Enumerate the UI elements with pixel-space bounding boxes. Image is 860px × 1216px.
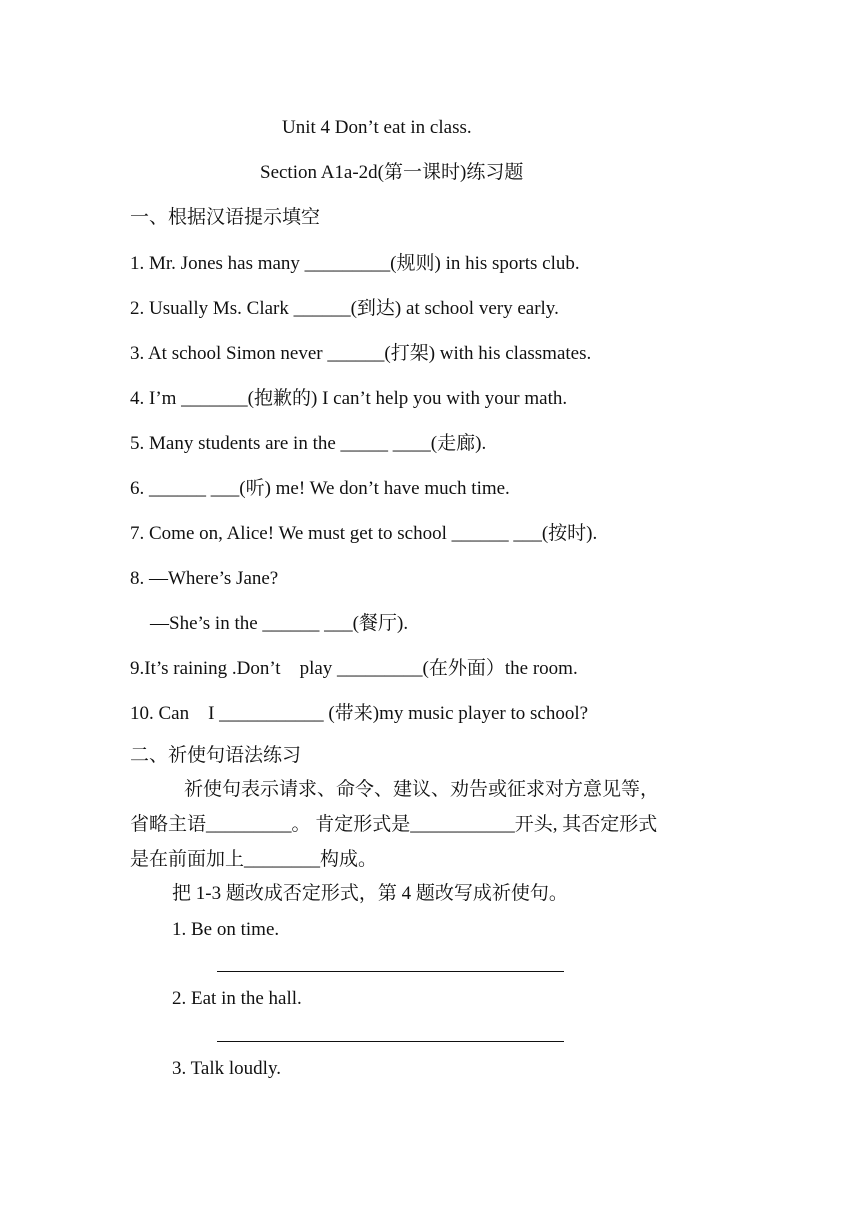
question-4: 4. I’m _______(抱歉的) I can’t help you with your math. [130,388,568,409]
part2-heading: 二、祈使句语法练习 [130,745,302,766]
question-5: 5. Many students are in the _____ ____(走廊). [130,433,487,454]
question-10: 10. Can I ___________ (带来)my music player to school? [130,703,589,724]
question-1: 1. Mr. Jones has many _________(规则) in his sports club. [130,253,580,274]
grammar-paragraph-line-1: 祈使句表示请求、命令、建议、劝告或征求对方意见等， [184,779,660,800]
question-7: 7. Come on, Alice! We must get to school ______ ___(按时). [130,523,598,544]
answer-line-2 [217,1041,564,1042]
part1-heading: 一、根据汉语提示填空 [130,207,321,228]
grammar-paragraph-line-2: 省略主语_________。 肯定形式是___________开头, 其否定形式 [130,814,658,835]
question-3: 3. At school Simon never ______(打架) with his classmates. [130,343,592,364]
section-title: Section A1a-2d(第一课时)练习题 [260,162,524,183]
question-8-line-1: 8. —Where’s Jane? [130,568,279,589]
exercise-1: 1. Be on time. [172,919,280,940]
grammar-paragraph-line-3: 是在前面加上________构成。 [130,849,378,870]
question-6: 6. ______ ___(听) me! We don’t have much time. [130,478,510,499]
question-8-line-2: —She’s in the ______ ___(餐厅). [150,613,409,634]
exercise-2: 2. Eat in the hall. [172,988,302,1009]
question-9: 9.It’s raining .Don’t play _________(在外面）the room. [130,658,578,679]
exercise-instruction: 把 1-3 题改成否定形式，第 4 题改写成祈使句。 [172,883,568,904]
exercise-3: 3. Talk loudly. [172,1058,281,1079]
answer-line-1 [217,971,564,972]
unit-title: Unit 4 Don’t eat in class. [282,117,472,138]
question-2: 2. Usually Ms. Clark ______(到达) at school very early. [130,298,559,319]
